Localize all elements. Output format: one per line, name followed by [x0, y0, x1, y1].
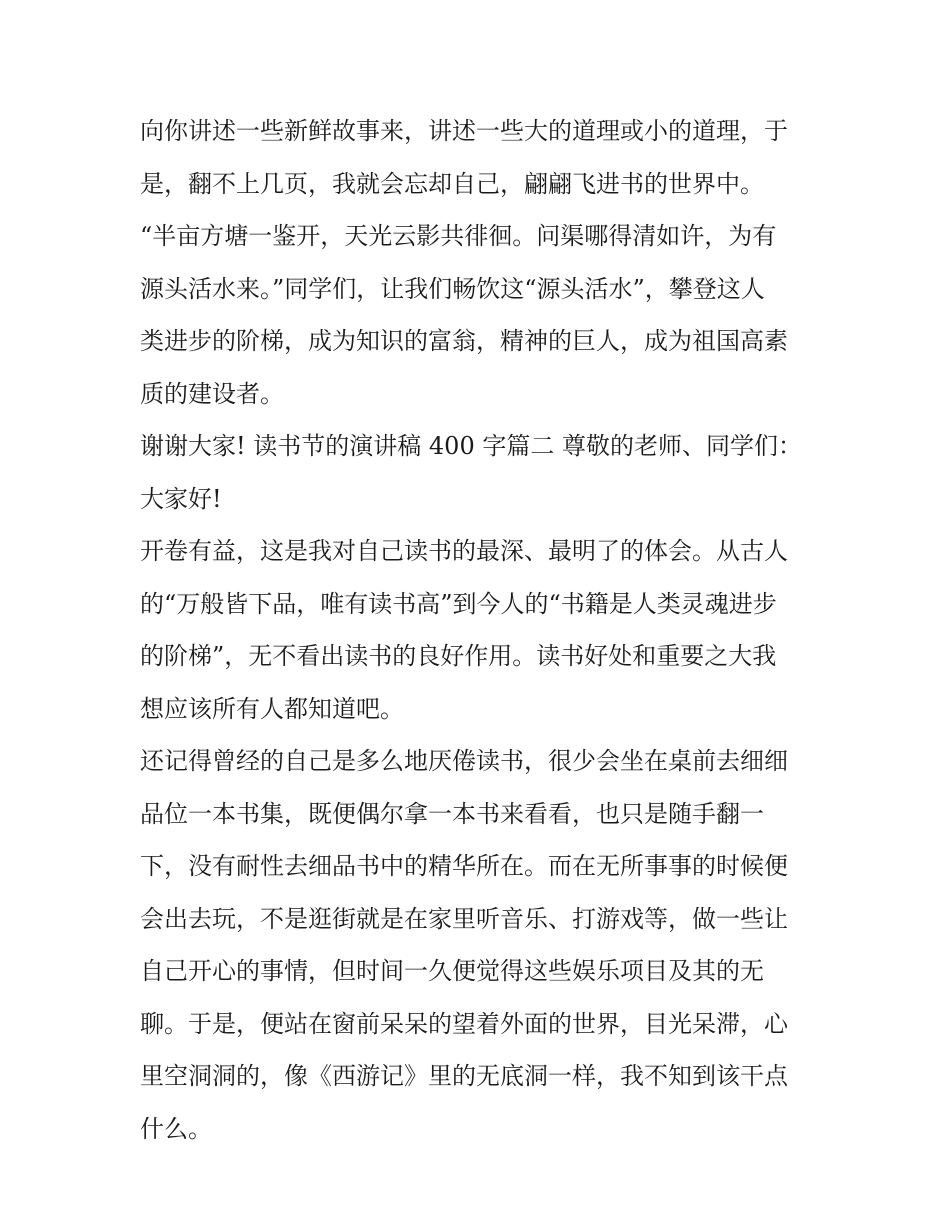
text-line: 里空洞洞的，像《西游记》里的无底洞一样，我不知到该干点 [140, 1062, 788, 1090]
text-line: 想应该所有人都知道吧。 [140, 694, 404, 723]
text-line: 谢谢大家! 读书节的演讲稿 400 字篇二 尊敬的老师、同学们： [140, 432, 802, 460]
text-line: 开卷有益，这是我对自己读书的最深、最明了的体会。从古人 [140, 537, 788, 565]
text-line: 类进步的阶梯，成为知识的富翁，精神的巨人，成为祖国高素 [140, 327, 788, 355]
text-line: 聊。于是，便站在窗前呆呆的望着外面的世界，目光呆滞，心 [140, 1009, 788, 1038]
text-line: 会出去玩，不是逛街就是在家里听音乐、打游戏等，做一些让 [140, 904, 788, 933]
text-line: 品位一本书集，既便偶尔拿一本书来看看，也只是随手翻一 [140, 799, 764, 828]
text-line: 质的建设者。 [140, 379, 284, 408]
text-line: 源头活水来。”同学们，让我们畅饮这“源头活水”，攀登这人 [140, 274, 765, 303]
text-line: 自己开心的事情，但时间一久便觉得这些娱乐项目及其的无 [140, 957, 764, 985]
text-line: 大家好! [140, 484, 222, 513]
text-line: 向你讲述一些新鲜故事来，讲述一些大的道理或小的道理，于 [140, 117, 788, 145]
document-body [140, 105, 830, 1155]
text-line: “半亩方塘一鉴开，天光云影共徘徊。问渠哪得清如许，为有 [140, 222, 777, 250]
text-line: 是，翻不上几页，我就会忘却自己，翩翩飞进书的世界中。 [140, 169, 764, 198]
text-line: 还记得曾经的自己是多么地厌倦读书，很少会坐在桌前去细细 [140, 747, 788, 775]
text-line: 的“万般皆下品，唯有读书高”到今人的“书籍是人类灵魂进步 [140, 589, 777, 618]
text-line: 下，没有耐性去细品书中的精华所在。而在无所事事的时候便 [140, 852, 788, 880]
text-line: 什么。 [140, 1114, 212, 1143]
text-line: 的阶梯”，无不看出读书的良好作用。读书好处和重要之大我 [140, 642, 777, 670]
